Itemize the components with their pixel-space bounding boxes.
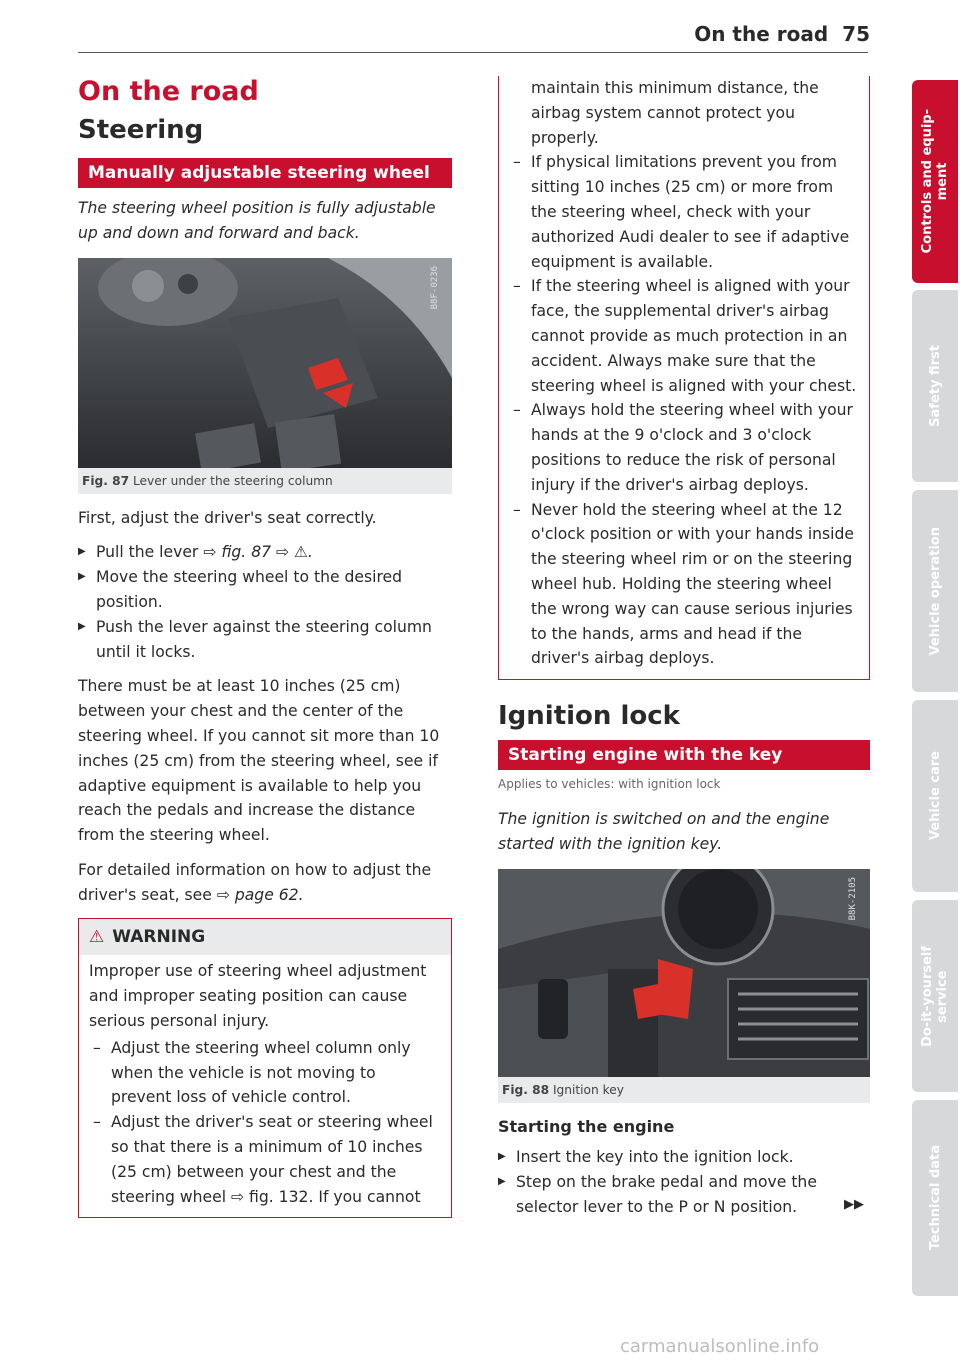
list-item: – If the steering wheel is aligned with your face, the supplemental driver's airbag cannot provide as much protection in an accident. Always make sure that the steering wheel is aligned with your chest. <box>509 274 859 398</box>
list-item: – Adjust the driver's seat or steering wheel so that there is a minimum of 10 inches (25 cm) between your chest and the steering wheel ⇨ fig. 132. If you cannot <box>89 1110 441 1209</box>
bullet-triangle-icon: ▶ <box>78 546 86 558</box>
topic-bar: Starting engine with the key <box>498 740 870 770</box>
running-head <box>600 22 870 46</box>
header-rule <box>78 52 868 53</box>
paragraph: For detailed information on how to adjust the driver's seat, see ⇨ page 62. <box>78 860 432 904</box>
right-column <box>498 76 870 1230</box>
topic-bar: Manually adjustable steering wheel <box>78 158 452 188</box>
tab-vehicle-operation[interactable]: Vehicle operation <box>912 490 958 692</box>
warning-header: ⚠ WARNING <box>79 919 451 956</box>
section-title: Ignition lock <box>498 701 680 732</box>
list-item: ▶ Insert the key into the ignition lock. <box>498 1145 870 1170</box>
figure-code: B8F-0236 <box>430 265 441 309</box>
continued-arrow-icon: ▶▶ <box>844 1196 864 1212</box>
warning-box <box>78 918 452 1219</box>
list-item: ▶ Move the steering wheel to the desired position. <box>78 565 452 615</box>
list-item: ▶ Push the lever against the steering column until it locks. <box>78 615 452 665</box>
list-item: – If physical limitations prevent you from sitting 10 inches (25 cm) or more from the steering wheel, check with your authorized Audi dealer to see if adaptive equipment is available. <box>509 150 859 274</box>
section-title: Steering <box>78 115 204 145</box>
figure-87 <box>78 258 452 494</box>
steps-list <box>78 540 452 664</box>
chapter-tabs-sidebar <box>912 0 960 1361</box>
figure-caption-text: Lever under the steering column <box>132 473 333 488</box>
list-item: – Adjust the steering wheel column only when the vehicle is not moving to prevent loss of vehicle control. <box>89 1036 441 1110</box>
bullet-triangle-icon: ▶ <box>498 1151 506 1163</box>
running-head-section: On the road <box>694 22 829 46</box>
page-number: 75 <box>842 22 870 46</box>
tab-safety-first[interactable]: Safety first <box>912 290 958 482</box>
tab-vehicle-care[interactable]: Vehicle care <box>912 700 958 892</box>
topic-intro: The steering wheel position is fully adjustable up and down and forward and back. <box>78 199 436 242</box>
list-item: ▶ Pull the lever ⇨ fig. 87 ⇨ ⚠. <box>78 540 452 565</box>
figure-caption <box>498 1077 870 1103</box>
bullet-triangle-icon: ▶ <box>498 1176 506 1188</box>
cross-reference-link[interactable]: ⇨ fig. 87 ⇨ ⚠. <box>203 543 313 562</box>
list-item: – Never hold the steering wheel at the 12 o'clock position or with your hands inside the steering wheel rim or on the steering wheel hub. Holding the steering wheel the wrong way can cause serious injuries to the hands, arms and head if the driver's airbag deploys. <box>509 498 859 672</box>
paragraph: There must be at least 10 inches (25 cm) between your chest and the center of the steering wheel. If you cannot sit more than 10 inches (25 cm) from the steering wheel, see if adaptive equipment is available to help you reach the pedals and increase the distance from the steering wheel. <box>78 677 440 845</box>
list-item: ▶ Step on the brake pedal and move the selector lever to the P or N position. ▶▶ <box>498 1170 870 1220</box>
tab-controls-and-equipment[interactable]: Controls and equip- ment <box>912 80 958 283</box>
watermark: carmanualsonline.info <box>620 1336 820 1357</box>
subheading: Starting the engine <box>498 1116 675 1136</box>
steering-column-illustration <box>78 258 452 468</box>
bullet-triangle-icon: ▶ <box>78 620 86 632</box>
figure-label: Fig. 87 <box>82 473 130 488</box>
warning-intro: Improper use of steering wheel adjustment and improper seating position can cause serious personal injury. <box>89 962 427 1030</box>
paragraph: First, adjust the driver's seat correctly. <box>78 508 377 527</box>
warning-list <box>509 150 859 671</box>
bullet-triangle-icon: ▶ <box>78 571 86 583</box>
cross-reference-link[interactable]: ⇨ page 62. <box>216 885 304 904</box>
tab-technical-data[interactable]: Technical data <box>912 1100 958 1296</box>
warning-continued-text: maintain this minimum distance, the airbag system cannot protect you properly. <box>531 79 819 147</box>
figure-caption <box>78 468 452 494</box>
warning-triangle-icon: ⚠ <box>89 926 105 947</box>
warning-continued-box <box>498 76 870 680</box>
warning-list <box>89 1036 441 1210</box>
steering-column-photo <box>78 258 452 468</box>
warning-body <box>79 955 451 1217</box>
ignition-key-illustration <box>498 869 870 1077</box>
figure-label: Fig. 88 <box>502 1082 550 1097</box>
steps-list <box>498 1145 870 1219</box>
figure-code: B8K-2105 <box>848 876 859 920</box>
chapter-title: On the road <box>78 76 259 107</box>
figure-88 <box>498 869 870 1103</box>
ignition-key-photo <box>498 869 870 1077</box>
figure-caption-text: Ignition key <box>552 1082 624 1097</box>
topic-intro: The ignition is switched on and the engine started with the ignition key. <box>498 809 830 853</box>
left-column <box>78 70 452 1218</box>
list-item: – Always hold the steering wheel with your hands at the 9 o'clock and 3 o'clock positions to reduce the risk of personal injury if the driver's airbag deploys. <box>509 398 859 497</box>
tab-do-it-yourself-service[interactable]: Do-it-yourself service <box>912 900 958 1092</box>
applies-to-note: Applies to vehicles: with ignition lock <box>498 777 721 792</box>
